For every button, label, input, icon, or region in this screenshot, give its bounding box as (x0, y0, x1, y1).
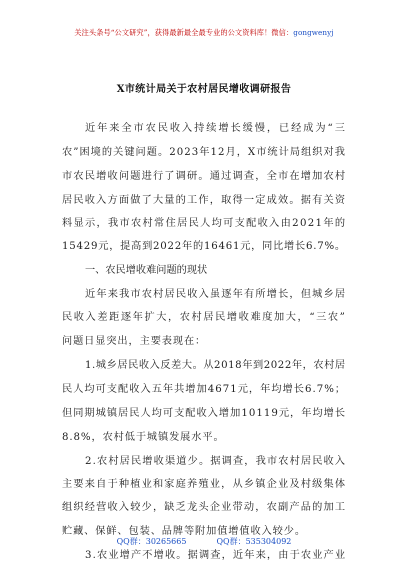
body-text-line-content: 1.城乡居民收入反差大。从2018年到2022年，农村居 (85, 360, 346, 371)
body-text-line-content: 主要来自于种植业和家庭养殖业，从乡镇企业及村级集体 (62, 479, 347, 490)
body-text-line-content: 但同期城镇居民人均可支配收入增加10119元，年均增长 (62, 408, 347, 419)
body-text-line-content: 8.8%，农村低于城镇发展水平。 (62, 432, 225, 443)
body-text-line-content: 3.农业增产不增收。据调查，近年来，由于农业产业 (85, 550, 347, 561)
body-text-line-content: 问题日显突出，主要表现在： (62, 336, 207, 347)
page-footer (0, 536, 408, 547)
header-wechat-label: 微信： (271, 28, 294, 37)
body-text-line-content: 农”困境的关键问题。2023年12月，X市统计局组织对我 (62, 147, 346, 158)
page-header-banner (0, 28, 408, 38)
body-text-line-content: 近年来全市农民收入持续增长缓慢，已经成为“三 (85, 123, 347, 134)
footer-qq-group-2: QQ群：535304092 (216, 537, 292, 546)
body-text-line-content: 一、农民增收难问题的现状 (85, 265, 208, 276)
body-text-line-content: 料显示，我市农村常住居民人均可支配收入由2021年的 (62, 218, 347, 229)
body-text-line-content: 组织经营收入较少，缺乏龙头企业带动，农副产品的加工 (62, 502, 347, 513)
body-text-line-content: 市农民增收问题进行了调研。通过调查，全市在增加农村 (62, 171, 347, 182)
body-text-line-content: 近年来我市农村居民收入虽逐年有所增长，但城乡居 (85, 289, 347, 300)
body-text-line-content: 居民收入方面做了大量的工作，取得一定成效。据有关资 (62, 195, 347, 206)
document-title: X市统计局关于农村居民增收调研报告 (116, 84, 292, 95)
footer-qq-group-1: QQ群：30265665 (116, 537, 187, 546)
body-text-line-content: 15429元，提高到2022年的16461元，同比增长6.7%。 (62, 241, 346, 252)
header-wechat-id: gongwenyj (293, 28, 334, 37)
body-text-line-content: 贮藏、保鲜、包装、品牌等附加值增值收入较少。 (62, 526, 306, 537)
body-text-line-content: 2.农村居民增收渠道少。据调查，我市农村居民收入 (85, 456, 347, 467)
body-text-line-content: 民人均可支配收入五年共增加4671元，年均增长6.7%； (62, 384, 347, 395)
body-text-line-content: 民收入差距逐年扩大，农村居民增收难度加大，“三农” (62, 312, 347, 323)
header-promo-text: 关注头条号“公文研究”，获得最新最全最专业的公文资料库！ (74, 28, 272, 37)
